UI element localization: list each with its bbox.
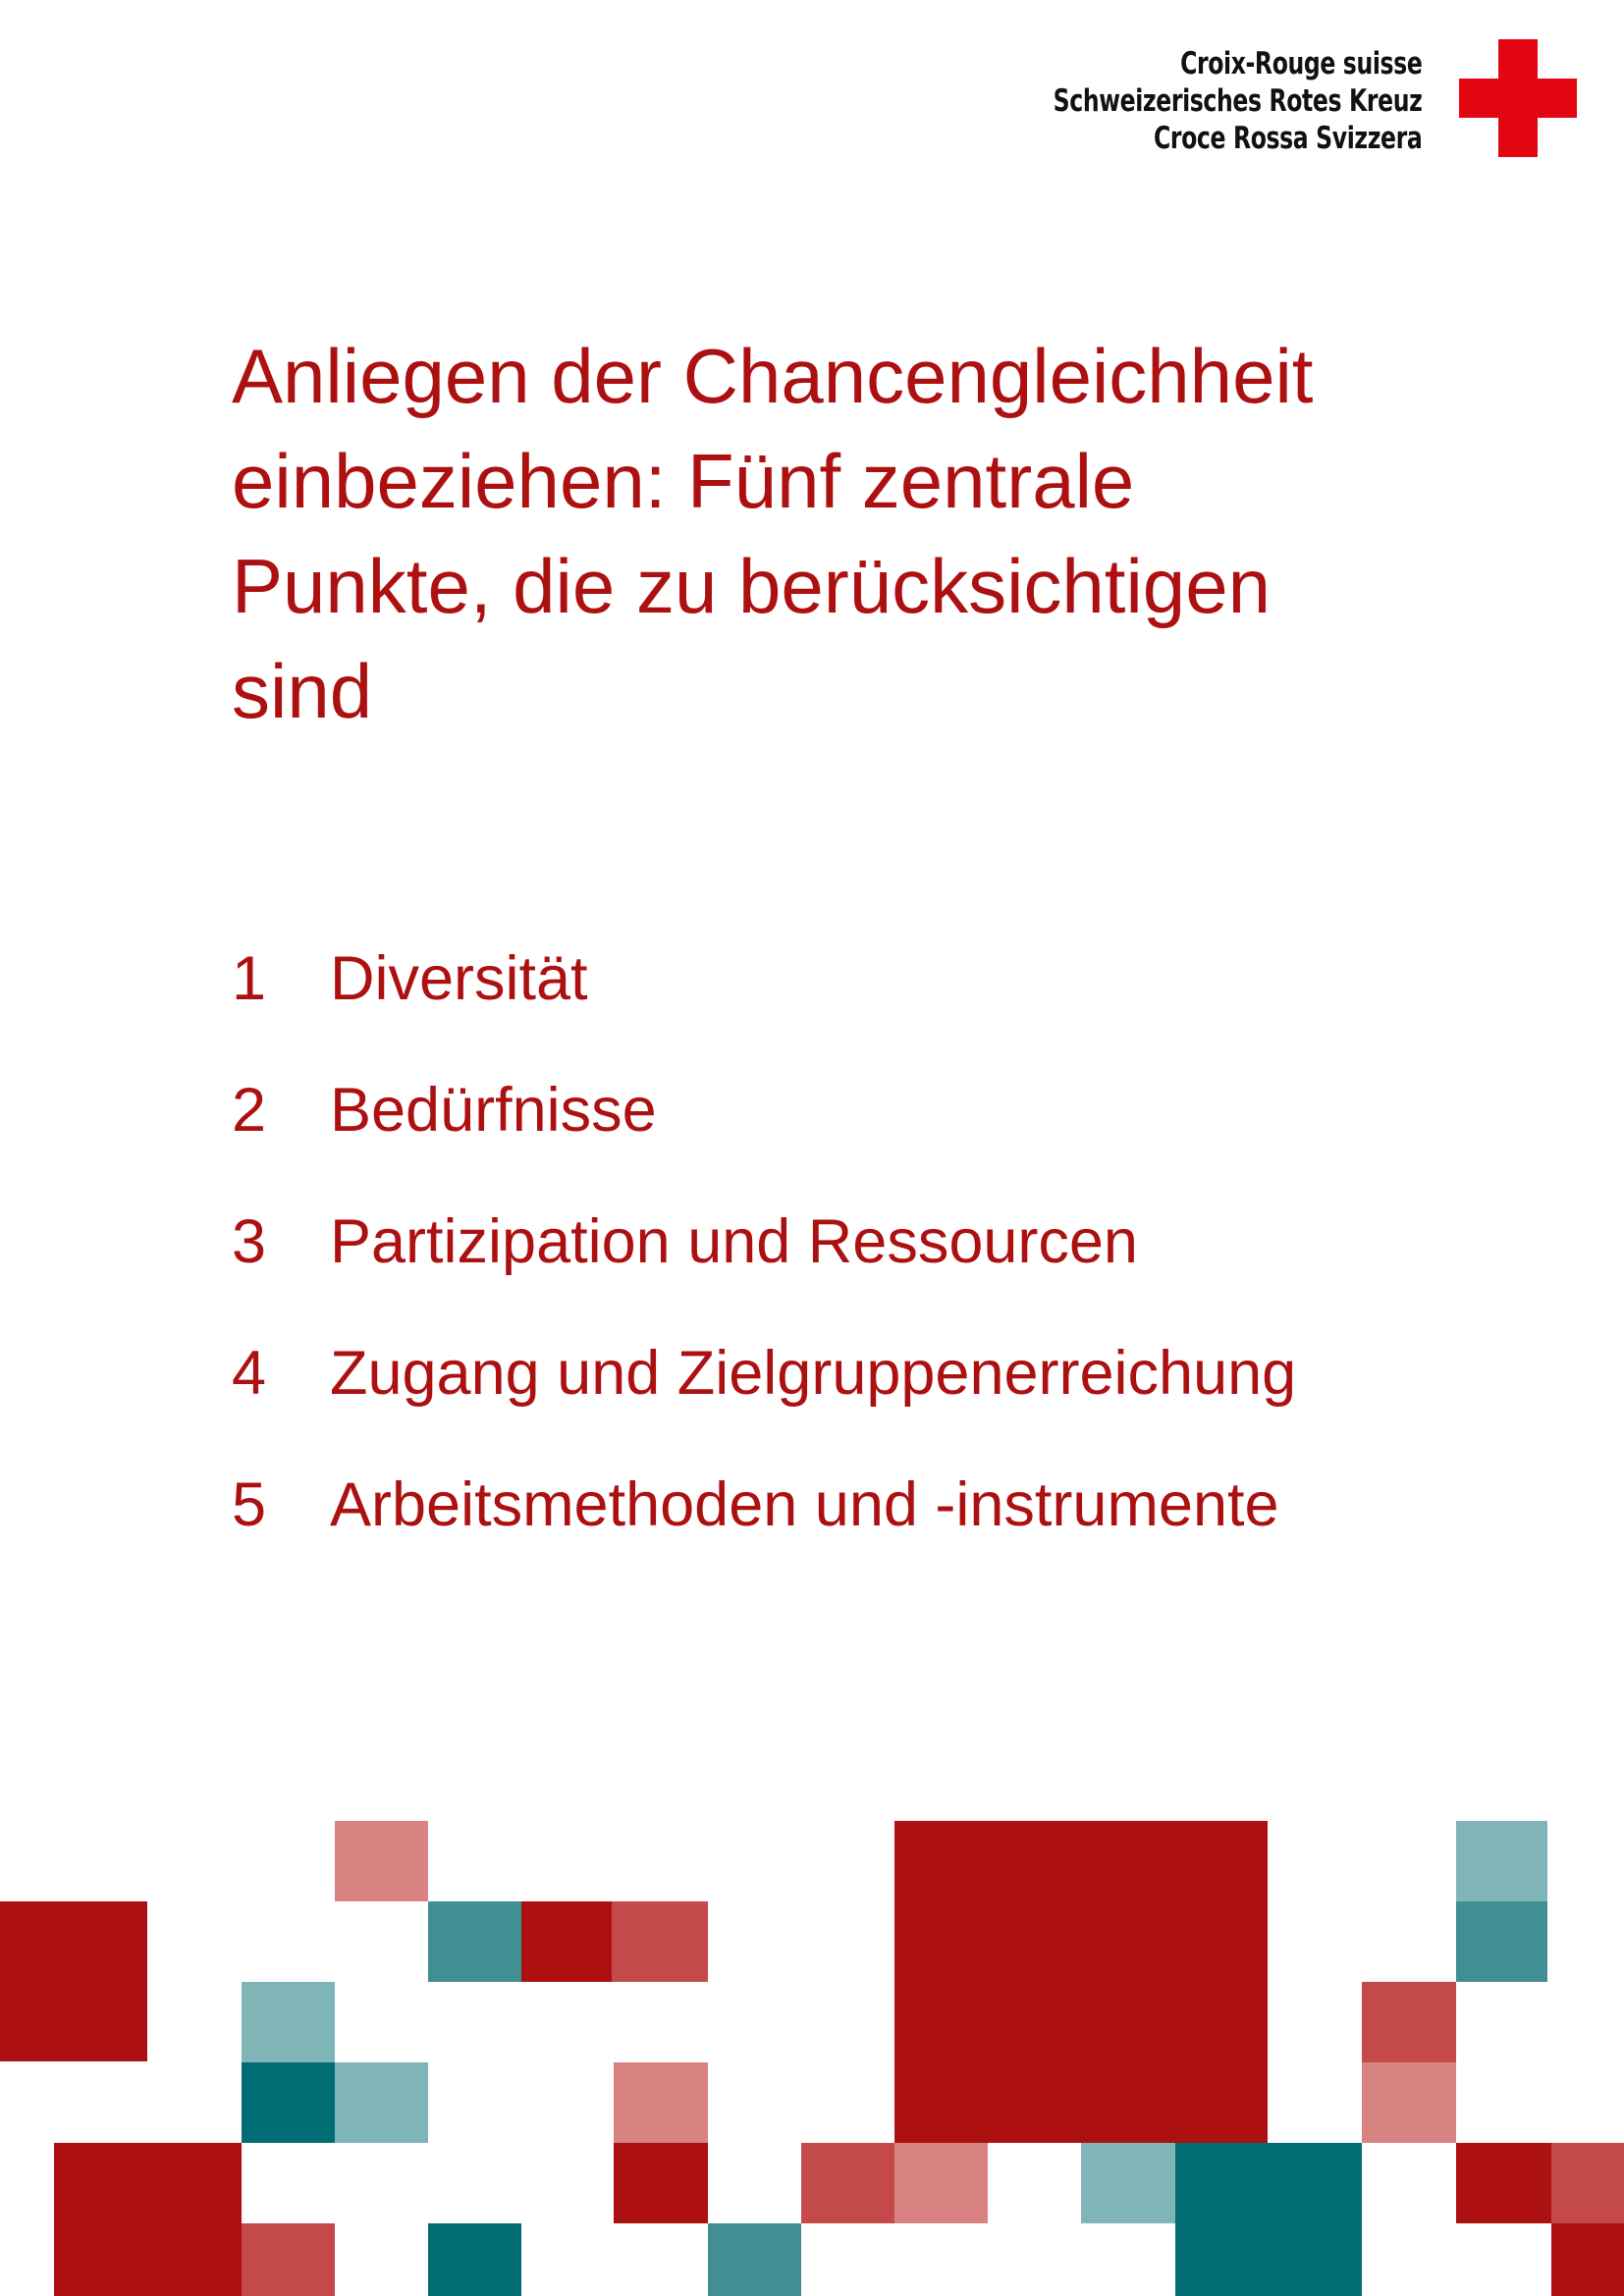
point-number: 2 bbox=[232, 1076, 267, 1145]
mosaic-light-red-squares bbox=[335, 1821, 1456, 2223]
red-cross-logo bbox=[937, 39, 1577, 157]
logo-line-fr: Croix-Rouge suisse bbox=[1179, 46, 1422, 81]
logo-wordmark bbox=[1053, 45, 1422, 157]
list-item bbox=[232, 1069, 1296, 1201]
point-label: Diversität bbox=[330, 944, 588, 1013]
point-number: 4 bbox=[232, 1339, 267, 1408]
list-item bbox=[232, 1201, 1296, 1332]
mosaic-dark-teal-squares bbox=[242, 2062, 1362, 2296]
mosaic-dark-red-squares bbox=[0, 1821, 1624, 2296]
point-label: Arbeitsmethoden und -instrumente bbox=[330, 1470, 1279, 1539]
logo-line-de: Schweizerisches Rotes Kreuz bbox=[1053, 83, 1422, 119]
point-number: 3 bbox=[232, 1207, 267, 1276]
mosaic-mid-teal-squares bbox=[428, 1901, 1547, 2296]
list-item bbox=[232, 1464, 1296, 1595]
mosaic-mid-red-squares bbox=[242, 1901, 1624, 2296]
point-label: Partizipation und Ressourcen bbox=[330, 1207, 1138, 1276]
point-label: Zugang und Zielgruppenerreichung bbox=[330, 1339, 1297, 1408]
list-item bbox=[232, 937, 1296, 1069]
mosaic-light-teal-squares bbox=[242, 1821, 1547, 2223]
logo-line-it: Croce Rossa Svizzera bbox=[1153, 121, 1422, 156]
list-item bbox=[232, 1332, 1296, 1464]
points-list bbox=[232, 937, 1296, 1595]
point-number: 1 bbox=[232, 944, 267, 1013]
point-label: Bedürfnisse bbox=[330, 1076, 657, 1145]
page-title: Anliegen der Chancengleichheit einbeziehen: Fünf zentrale Punkte, die zu berücksichtigen sind bbox=[232, 333, 1314, 734]
point-number: 5 bbox=[232, 1470, 267, 1539]
red-cross-icon bbox=[1459, 39, 1577, 157]
